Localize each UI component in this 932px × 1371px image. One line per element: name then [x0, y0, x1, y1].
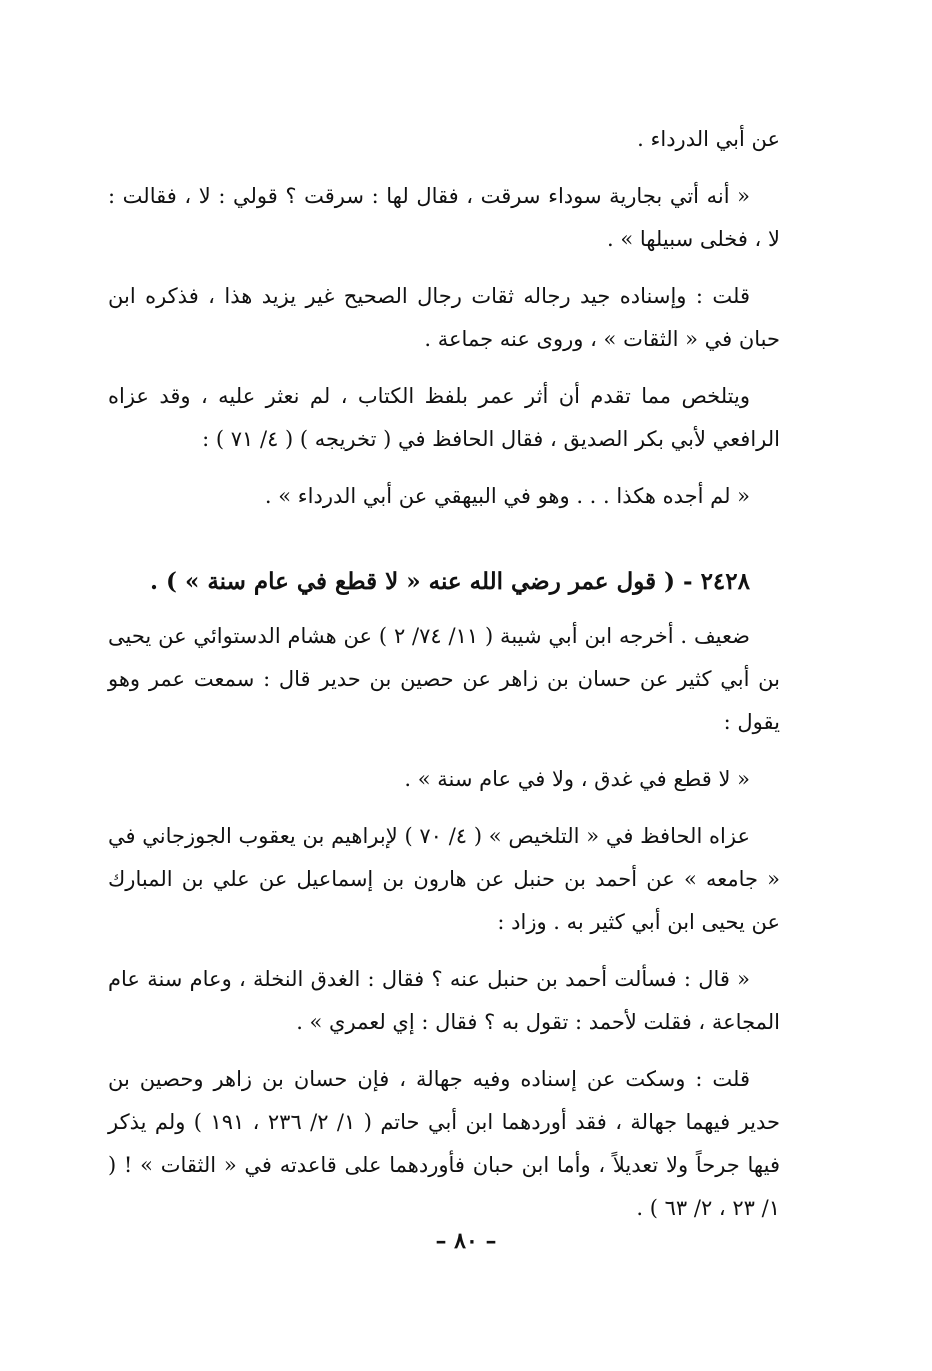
paragraph-hafiz-quote: « لم أجده هكذا . . . وهو في البيهقي عن أبي الدرداء » .	[264, 484, 750, 508]
page-number: – ٨٠ –	[435, 1228, 497, 1254]
hadith-heading: ٢٤٢٨ - ( قول عمر رضي الله عنه « لا قطع في عام سنة » ) .	[150, 568, 750, 595]
paragraph-ahmad-quote: « قال : فسألت أحمد بن حنبل عنه ؟ فقال : الغدق النخلة ، وعام سنة عام المجاعة ، فقلت لأحمد : تقول به ؟ فقال : إي لعمري » .	[108, 967, 780, 1034]
paragraph-attribution: عزاه الحافظ في « التلخيص » ( ٤/ ٧٠ ) لإبراهيم بن يعقوب الجوزجاني في « جامعه » عن أحمد بن حنبل عن هارون بن إسماعيل عن علي بن المبارك عن يحيى ابن أبي كثير به . وزاد :	[108, 824, 780, 934]
paragraph-summary: ويتلخص مما تقدم أن أثر عمر بلفظ الكتاب ، لم نعثر عليه ، وقد عزاه الرافعي لأبي بكر الصديق ، فقال الحافظ في ( تخريجه ) ( ٤/ ٧١ ) :	[108, 384, 780, 451]
paragraph-source-line: عن أبي الدرداء .	[637, 127, 780, 151]
paragraph-isnad-comment: قلت : وإسناده جيد رجاله ثقات رجال الصحيح غير يزيد هذا ، فذكره ابن حبان في « الثقات » ، وروى عنه جماعة .	[108, 284, 780, 351]
paragraph-hadith-quote: « أنه أتي بجارية سوداء سرقت ، فقال لها : سرقت ؟ قولي : لا ، فقالت : لا ، فخلى سبيلها » .	[108, 184, 780, 251]
paragraph-grading: ضعيف . أخرجه ابن أبي شيبة ( ١١/ ٧٤/ ٢ ) عن هشام الدستوائي عن يحيى بن أبي كثير عن حسان بن زاهر عن حصين بن حدير قال : سمعت عمر وهو يقول :	[108, 624, 780, 734]
paragraph-umar-quote: « لا قطع في غدق ، ولا في عام سنة » .	[404, 767, 750, 791]
page-body	[108, 118, 780, 1244]
paragraph-final-comment: قلت : وسكت عن إسناده وفيه جهالة ، فإن حسان بن زاهر وحصين بن حدير فيهما جهالة ، فقد أوردهما ابن أبي حاتم ( ١/ ٢/ ٢٣٦ ، ١٩١ ) ولم يذكر فيها جرحاً ولا تعديلاً ، وأما ابن حبان فأوردهما على قاعدته في « الثقات » ! ( ١/ ٢٣ ، ٢/ ٦٣ ) .	[108, 1067, 780, 1220]
